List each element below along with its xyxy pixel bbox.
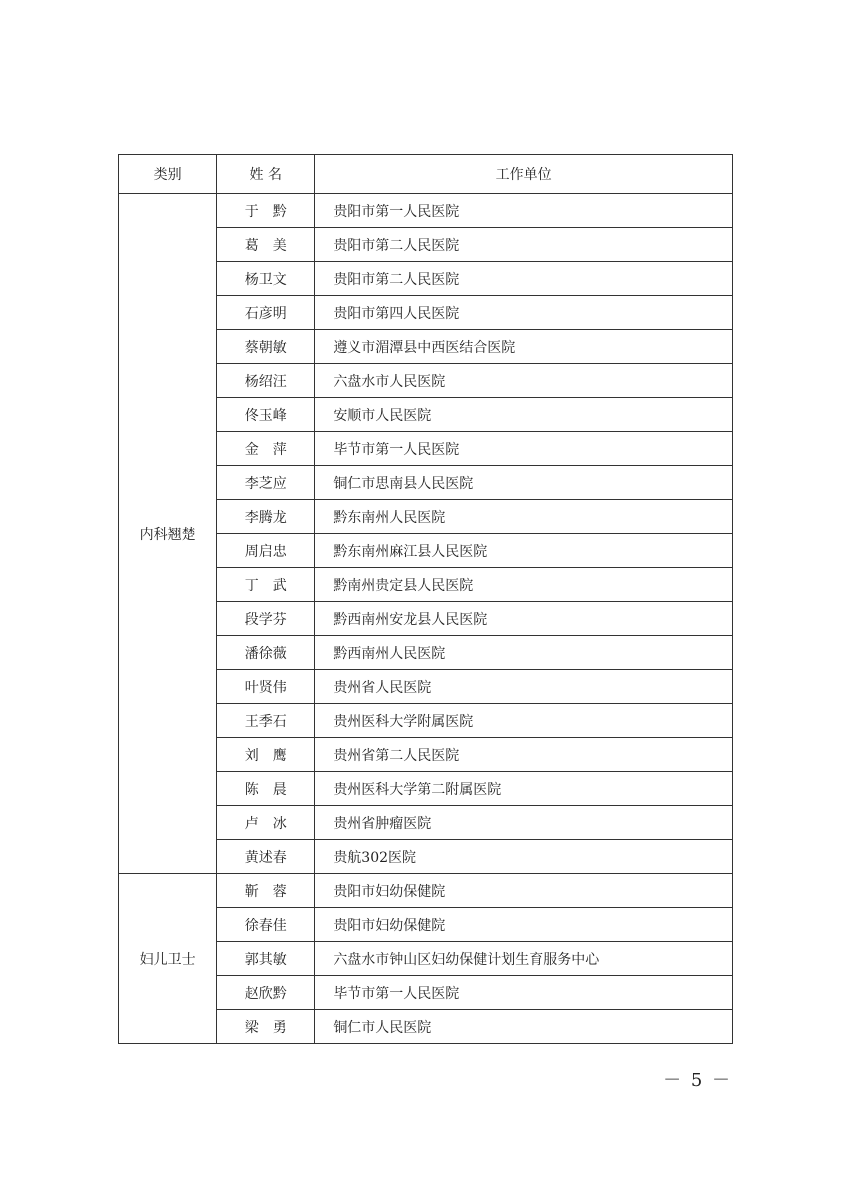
work-unit-cell: 遵义市湄潭县中西医结合医院: [315, 330, 733, 364]
person-name-cell: 郭其敏: [217, 942, 315, 976]
person-name-cell: 李腾龙: [217, 500, 315, 534]
work-unit-cell: 黔西南州人民医院: [315, 636, 733, 670]
person-name-cell: 金 萍: [217, 432, 315, 466]
person-name-cell: 刘 鹰: [217, 738, 315, 772]
header-name: 姓 名: [217, 155, 315, 194]
person-name-cell: 陈 晨: [217, 772, 315, 806]
person-name-cell: 叶贤伟: [217, 670, 315, 704]
work-unit-cell: 毕节市第一人民医院: [315, 432, 733, 466]
table-row: [119, 194, 733, 228]
person-name-cell: 赵欣黔: [217, 976, 315, 1010]
person-name-cell: 靳 蓉: [217, 874, 315, 908]
work-unit-cell: 贵州省第二人民医院: [315, 738, 733, 772]
category-cell: 妇儿卫士: [119, 874, 217, 1044]
person-name-cell: 李芝应: [217, 466, 315, 500]
work-unit-cell: 黔东南州麻江县人民医院: [315, 534, 733, 568]
person-name-cell: 杨绍汪: [217, 364, 315, 398]
person-name-cell: 徐春佳: [217, 908, 315, 942]
work-unit-cell: 贵州省肿瘤医院: [315, 806, 733, 840]
header-work-unit: 工作单位: [315, 155, 733, 194]
work-unit-cell: 黔西南州安龙县人民医院: [315, 602, 733, 636]
person-name-cell: 佟玉峰: [217, 398, 315, 432]
person-name-cell: 葛 美: [217, 228, 315, 262]
work-unit-cell: 贵阳市第四人民医院: [315, 296, 733, 330]
person-name-cell: 卢 冰: [217, 806, 315, 840]
work-unit-cell: 毕节市第一人民医院: [315, 976, 733, 1010]
person-name-cell: 梁 勇: [217, 1010, 315, 1044]
work-unit-cell: 黔南州贵定县人民医院: [315, 568, 733, 602]
person-name-cell: 杨卫文: [217, 262, 315, 296]
honors-list-table: [118, 154, 733, 1044]
work-unit-cell: 六盘水市人民医院: [315, 364, 733, 398]
work-unit-cell: 黔东南州人民医院: [315, 500, 733, 534]
work-unit-cell: 铜仁市思南县人民医院: [315, 466, 733, 500]
person-name-cell: 于 黔: [217, 194, 315, 228]
work-unit-cell: 贵州医科大学附属医院: [315, 704, 733, 738]
table-header-row: [119, 155, 733, 194]
person-name-cell: 段学芬: [217, 602, 315, 636]
person-name-cell: 石彦明: [217, 296, 315, 330]
work-unit-cell: 六盘水市钟山区妇幼保健计划生育服务中心: [315, 942, 733, 976]
header-category: 类别: [119, 155, 217, 194]
work-unit-cell: 贵州医科大学第二附属医院: [315, 772, 733, 806]
person-name-cell: 周启忠: [217, 534, 315, 568]
work-unit-cell: 铜仁市人民医院: [315, 1010, 733, 1044]
person-name-cell: 黄述春: [217, 840, 315, 874]
work-unit-cell: 贵阳市妇幼保健院: [315, 908, 733, 942]
table-row: [119, 874, 733, 908]
work-unit-cell: 贵阳市第二人民医院: [315, 262, 733, 296]
category-cell: 内科翘楚: [119, 194, 217, 874]
person-name-cell: 丁 武: [217, 568, 315, 602]
work-unit-cell: 贵航302医院: [315, 840, 733, 874]
work-unit-cell: 贵阳市妇幼保健院: [315, 874, 733, 908]
work-unit-cell: 贵阳市第二人民医院: [315, 228, 733, 262]
page-number: － 5 －: [663, 1070, 732, 1091]
person-name-cell: 王季石: [217, 704, 315, 738]
person-name-cell: 蔡朝敏: [217, 330, 315, 364]
work-unit-cell: 安顺市人民医院: [315, 398, 733, 432]
table-body: [119, 194, 733, 1044]
work-unit-cell: 贵州省人民医院: [315, 670, 733, 704]
work-unit-cell: 贵阳市第一人民医院: [315, 194, 733, 228]
person-name-cell: 潘徐薇: [217, 636, 315, 670]
